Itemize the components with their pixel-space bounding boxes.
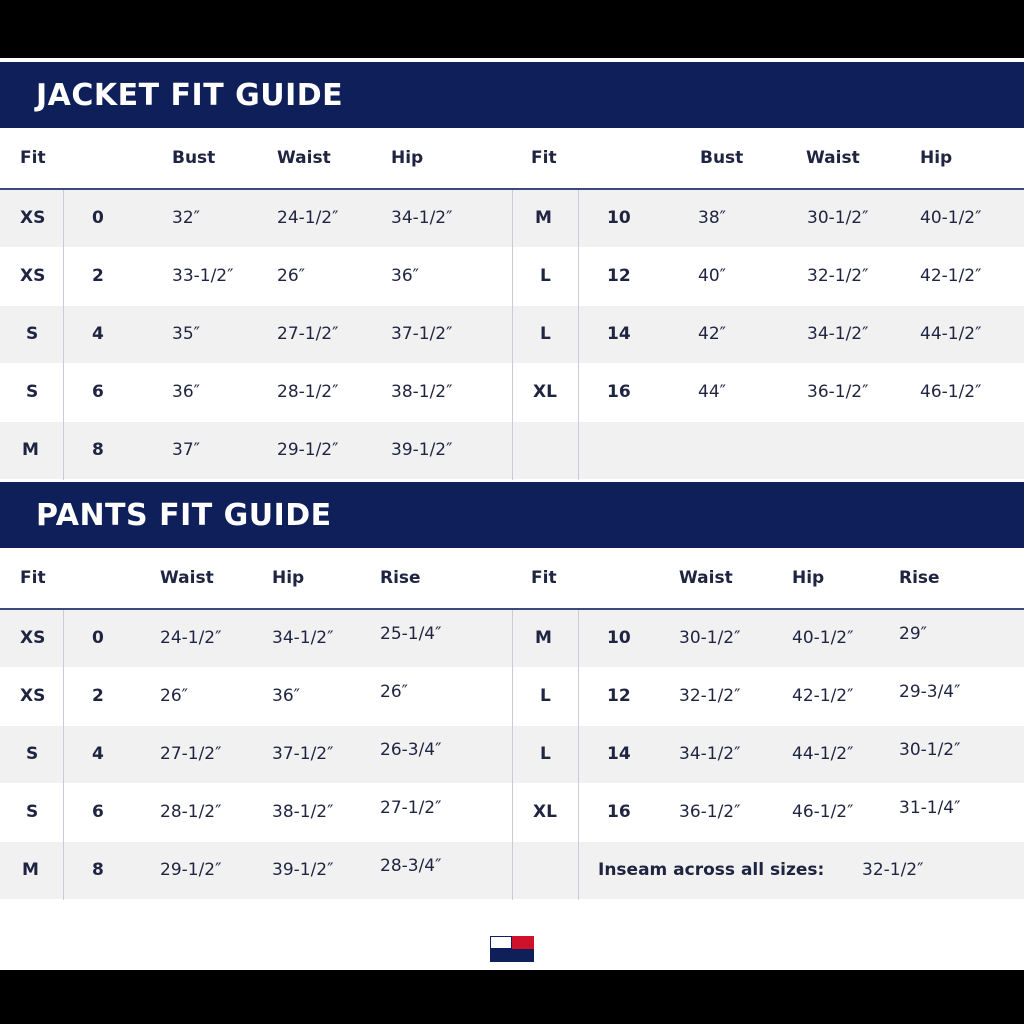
bust-cell: 35″ <box>172 324 200 344</box>
size-cell: 0 <box>92 208 104 228</box>
waist-cell: 32-1/2″ <box>679 686 741 706</box>
bust-cell: 32″ <box>172 208 200 228</box>
column-divider <box>63 610 64 900</box>
flag-logo-icon <box>490 936 534 962</box>
size-cell: 14 <box>607 324 631 344</box>
rise-cell: 31-1/4″ <box>899 798 961 818</box>
hip-cell: 38-1/2″ <box>391 382 453 402</box>
size-cell: 0 <box>92 628 104 648</box>
size-cell: 6 <box>92 802 104 822</box>
pants-header-waist-left: Waist <box>160 568 214 588</box>
column-divider <box>512 610 513 900</box>
jacket-header-bust-right: Bust <box>700 148 744 168</box>
bust-cell: 37″ <box>172 440 200 460</box>
hip-cell: 38-1/2″ <box>272 802 334 822</box>
hip-cell: 40-1/2″ <box>792 628 854 648</box>
waist-cell: 27-1/2″ <box>160 744 222 764</box>
size-cell: 2 <box>92 686 104 706</box>
fit-cell: XS <box>20 266 46 286</box>
size-cell: 14 <box>607 744 631 764</box>
rise-cell: 28-3/4″ <box>380 856 442 876</box>
waist-cell: 26″ <box>160 686 188 706</box>
waist-cell: 36-1/2″ <box>679 802 741 822</box>
bust-cell: 44″ <box>698 382 726 402</box>
fit-cell: M <box>535 208 552 228</box>
size-cell: 16 <box>607 802 631 822</box>
size-cell: 12 <box>607 266 631 286</box>
waist-cell: 27-1/2″ <box>277 324 339 344</box>
size-cell: 4 <box>92 744 104 764</box>
fit-guide-sheet <box>0 58 1024 970</box>
waist-cell: 32-1/2″ <box>807 266 869 286</box>
fit-cell: XS <box>20 208 46 228</box>
hip-cell: 44-1/2″ <box>792 744 854 764</box>
bust-cell: 36″ <box>172 382 200 402</box>
pants-header-rise-left: Rise <box>380 568 421 588</box>
rise-cell: 25-1/4″ <box>380 624 442 644</box>
size-cell: 8 <box>92 860 104 880</box>
waist-cell: 28-1/2″ <box>160 802 222 822</box>
pants-header-hip-left: Hip <box>272 568 305 588</box>
bust-cell: 40″ <box>698 266 726 286</box>
jacket-header-row <box>0 128 1024 190</box>
rise-cell: 29-3/4″ <box>899 682 961 702</box>
jacket-header-waist-right: Waist <box>806 148 860 168</box>
jacket-header-waist-left: Waist <box>277 148 331 168</box>
waist-cell: 24-1/2″ <box>160 628 222 648</box>
fit-cell: L <box>540 324 551 344</box>
rise-cell: 26-3/4″ <box>380 740 442 760</box>
fit-cell: S <box>26 802 39 822</box>
hip-cell: 40-1/2″ <box>920 208 982 228</box>
jacket-header-hip-left: Hip <box>391 148 424 168</box>
size-cell: 4 <box>92 324 104 344</box>
waist-cell: 26″ <box>277 266 305 286</box>
inseam-label: Inseam across all sizes: <box>598 860 825 880</box>
size-cell: 8 <box>92 440 104 460</box>
column-divider <box>578 610 579 900</box>
hip-cell: 42-1/2″ <box>920 266 982 286</box>
column-divider <box>578 190 579 480</box>
jacket-header-bust-left: Bust <box>172 148 216 168</box>
fit-cell: L <box>540 744 551 764</box>
waist-cell: 34-1/2″ <box>807 324 869 344</box>
fit-cell: L <box>540 686 551 706</box>
size-cell: 10 <box>607 208 631 228</box>
jacket-header-hip-right: Hip <box>920 148 953 168</box>
size-cell: 10 <box>607 628 631 648</box>
rise-cell: 27-1/2″ <box>380 798 442 818</box>
hip-cell: 37-1/2″ <box>272 744 334 764</box>
fit-cell: S <box>26 324 39 344</box>
fit-cell: XS <box>20 686 46 706</box>
size-cell: 16 <box>607 382 631 402</box>
waist-cell: 29-1/2″ <box>277 440 339 460</box>
fit-cell: S <box>26 382 39 402</box>
fit-cell: XL <box>533 802 557 822</box>
pants-header-row <box>0 548 1024 610</box>
fit-cell: L <box>540 266 551 286</box>
bust-cell: 42″ <box>698 324 726 344</box>
waist-cell: 30-1/2″ <box>807 208 869 228</box>
hip-cell: 36″ <box>391 266 419 286</box>
rise-cell: 29″ <box>899 624 927 644</box>
hip-cell: 44-1/2″ <box>920 324 982 344</box>
bust-cell: 38″ <box>698 208 726 228</box>
column-divider <box>63 190 64 480</box>
hip-cell: 37-1/2″ <box>391 324 453 344</box>
column-divider <box>512 190 513 480</box>
fit-cell: S <box>26 744 39 764</box>
hip-cell: 36″ <box>272 686 300 706</box>
hip-cell: 39-1/2″ <box>391 440 453 460</box>
jacket-header-fit-right: Fit <box>531 148 557 168</box>
waist-cell: 24-1/2″ <box>277 208 339 228</box>
hip-cell: 46-1/2″ <box>920 382 982 402</box>
waist-cell: 29-1/2″ <box>160 860 222 880</box>
waist-cell: 36-1/2″ <box>807 382 869 402</box>
size-cell: 6 <box>92 382 104 402</box>
rise-cell: 26″ <box>380 682 408 702</box>
size-cell: 2 <box>92 266 104 286</box>
hip-cell: 39-1/2″ <box>272 860 334 880</box>
waist-cell: 30-1/2″ <box>679 628 741 648</box>
pants-header-rise-right: Rise <box>899 568 940 588</box>
hip-cell: 42-1/2″ <box>792 686 854 706</box>
pants-header-fit-right: Fit <box>531 568 557 588</box>
pants-section-title: PANTS FIT GUIDE <box>0 482 1024 548</box>
rise-cell: 30-1/2″ <box>899 740 961 760</box>
bust-cell: 33-1/2″ <box>172 266 234 286</box>
pants-header-hip-right: Hip <box>792 568 825 588</box>
hip-cell: 34-1/2″ <box>391 208 453 228</box>
jacket-section-title: JACKET FIT GUIDE <box>0 62 1024 128</box>
pants-header-fit-left: Fit <box>20 568 46 588</box>
waist-cell: 28-1/2″ <box>277 382 339 402</box>
fit-cell: XL <box>533 382 557 402</box>
size-cell: 12 <box>607 686 631 706</box>
fit-cell: M <box>22 440 39 460</box>
fit-cell: M <box>22 860 39 880</box>
waist-cell: 34-1/2″ <box>679 744 741 764</box>
pants-header-waist-right: Waist <box>679 568 733 588</box>
jacket-header-fit-left: Fit <box>20 148 46 168</box>
fit-cell: M <box>535 628 552 648</box>
inseam-value: 32-1/2″ <box>862 860 924 880</box>
hip-cell: 34-1/2″ <box>272 628 334 648</box>
hip-cell: 46-1/2″ <box>792 802 854 822</box>
fit-cell: XS <box>20 628 46 648</box>
